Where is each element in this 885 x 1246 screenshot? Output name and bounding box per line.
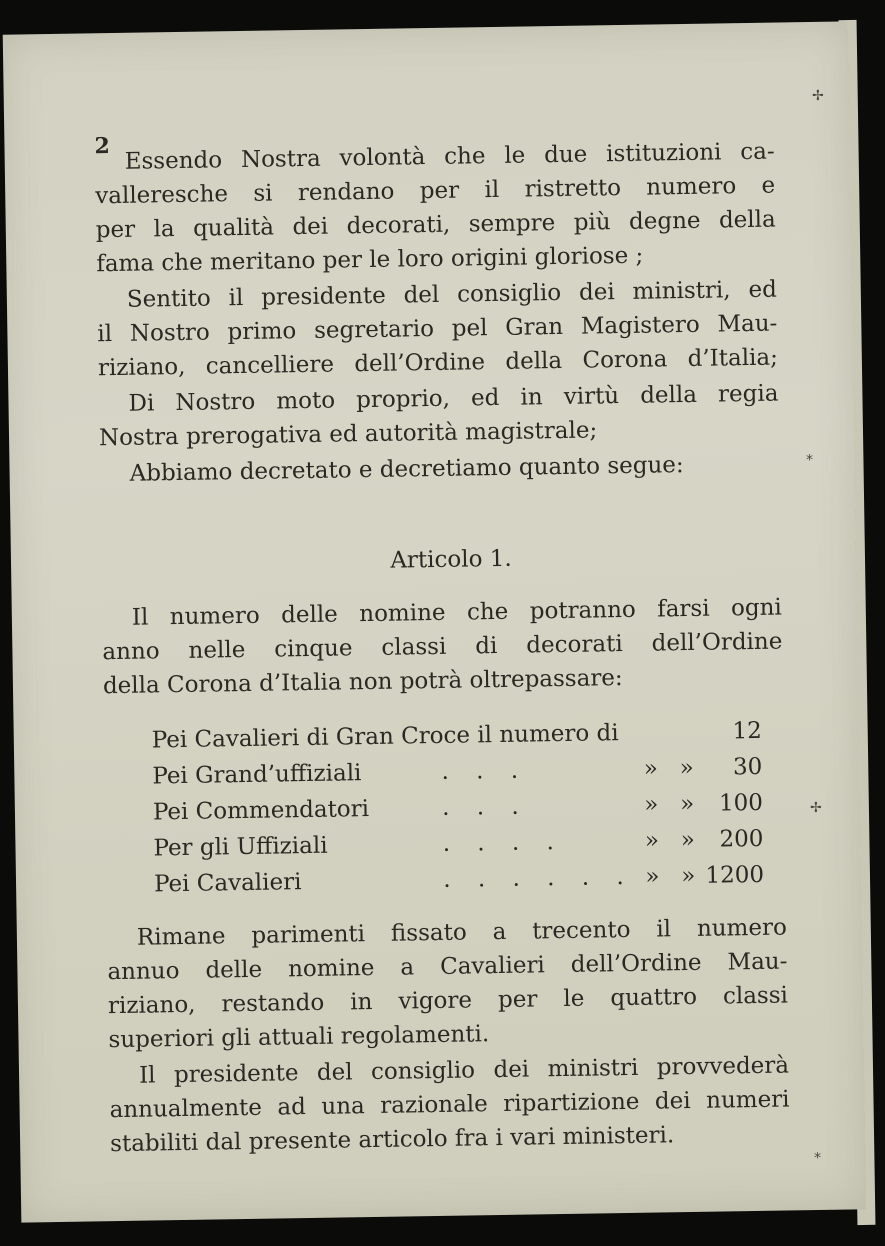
article-heading: Articolo 1. bbox=[390, 545, 512, 574]
quota-label: Pei Commendatori bbox=[152, 796, 370, 826]
page-number: 2 bbox=[94, 133, 111, 160]
quota-number: 12 bbox=[732, 717, 762, 745]
preamble-line: Abbiamo decretato e decretiamo quanto segue: bbox=[129, 452, 684, 487]
ditto-mark: » bbox=[680, 826, 696, 854]
ditto-mark: » bbox=[644, 827, 660, 854]
article-intro-line: Il numero delle nomine che potranno farsi ogni bbox=[131, 594, 783, 631]
ditto-mark: » bbox=[643, 755, 659, 782]
preamble-line: Essendo Nostra volontà che le due istituzioni ca- bbox=[124, 138, 775, 175]
preamble-line: il Nostro primo segretario pel Gran Magistero Mau- bbox=[97, 310, 778, 348]
ditto-mark: » bbox=[644, 791, 659, 818]
page-content bbox=[93, 23, 790, 1158]
closing-line: riziano, restando in vigore per le quattro classi bbox=[107, 982, 789, 1020]
closing-line: Rimane parimenti fissato a trecento il numero bbox=[136, 914, 788, 951]
ditto-mark: » bbox=[679, 754, 694, 782]
closing-line: annuo delle nomine a Cavalieri dell’Ordine Mau- bbox=[107, 948, 788, 986]
article-intro-line: anno nelle cinque classi di decorati dell’Ordine bbox=[102, 628, 783, 666]
preamble-line: per la qualità dei decorati, sempre più degne della bbox=[95, 206, 776, 244]
quota-table bbox=[152, 713, 765, 903]
ink-speck-icon: ⁎ bbox=[814, 1146, 821, 1162]
preamble-line: riziano, cancelliere dell’Ordine della Corona d’Italia; bbox=[97, 344, 779, 382]
preamble-line: fama che meritano per le loro origini gloriose ; bbox=[96, 242, 644, 278]
quota-number: 100 bbox=[718, 789, 764, 817]
closing-line: annualmente ad una razionale ripartizione dei numeri bbox=[109, 1086, 790, 1124]
quota-leader-dots: . . . . . . bbox=[443, 863, 634, 893]
quota-label: Per gli Uffiziali bbox=[153, 832, 328, 862]
preamble-line: Nostra prerogativa ed autorità magistrale; bbox=[98, 417, 598, 452]
quota-leader-dots: . . . . bbox=[442, 828, 565, 857]
quota-number: 1200 bbox=[705, 861, 765, 889]
quota-label: Pei Cavalieri bbox=[153, 869, 302, 898]
quota-label: Pei Grand’uffiziali bbox=[152, 760, 362, 790]
preamble-line: Di Nostro moto proprio, ed in virtù della regia bbox=[128, 380, 779, 417]
ditto-mark: » bbox=[645, 863, 660, 890]
ink-speck-icon: ⁎ bbox=[806, 448, 813, 464]
closing-line: superiori gli attuali regolamenti. bbox=[108, 1021, 490, 1054]
ditto-mark: » bbox=[681, 862, 696, 890]
quota-leader-dots: . . . bbox=[441, 793, 529, 821]
preamble-line: valleresche si rendano per il ristretto numero e bbox=[95, 172, 776, 210]
quota-label: Pei Cavalieri di Gran Croce il numero di bbox=[151, 720, 619, 754]
quota-leader-dots: . . . bbox=[441, 757, 529, 785]
closing-line: Il presidente del consiglio dei ministri provvederà bbox=[138, 1052, 790, 1089]
quota-number: 30 bbox=[732, 753, 763, 781]
preamble-line: Sentito il presidente del consiglio dei ministri, ed bbox=[126, 276, 778, 313]
ink-speck-icon: ✢ bbox=[812, 88, 824, 104]
ditto-mark: » bbox=[679, 790, 695, 818]
article-intro-line: della Corona d’Italia non potrà oltrepassare: bbox=[102, 665, 623, 700]
paper-sheet bbox=[3, 21, 867, 1222]
quota-number: 200 bbox=[719, 825, 764, 853]
closing-line: stabiliti dal presente articolo fra i vari ministeri. bbox=[109, 1122, 675, 1158]
ink-speck-icon: ✢ bbox=[810, 800, 822, 816]
